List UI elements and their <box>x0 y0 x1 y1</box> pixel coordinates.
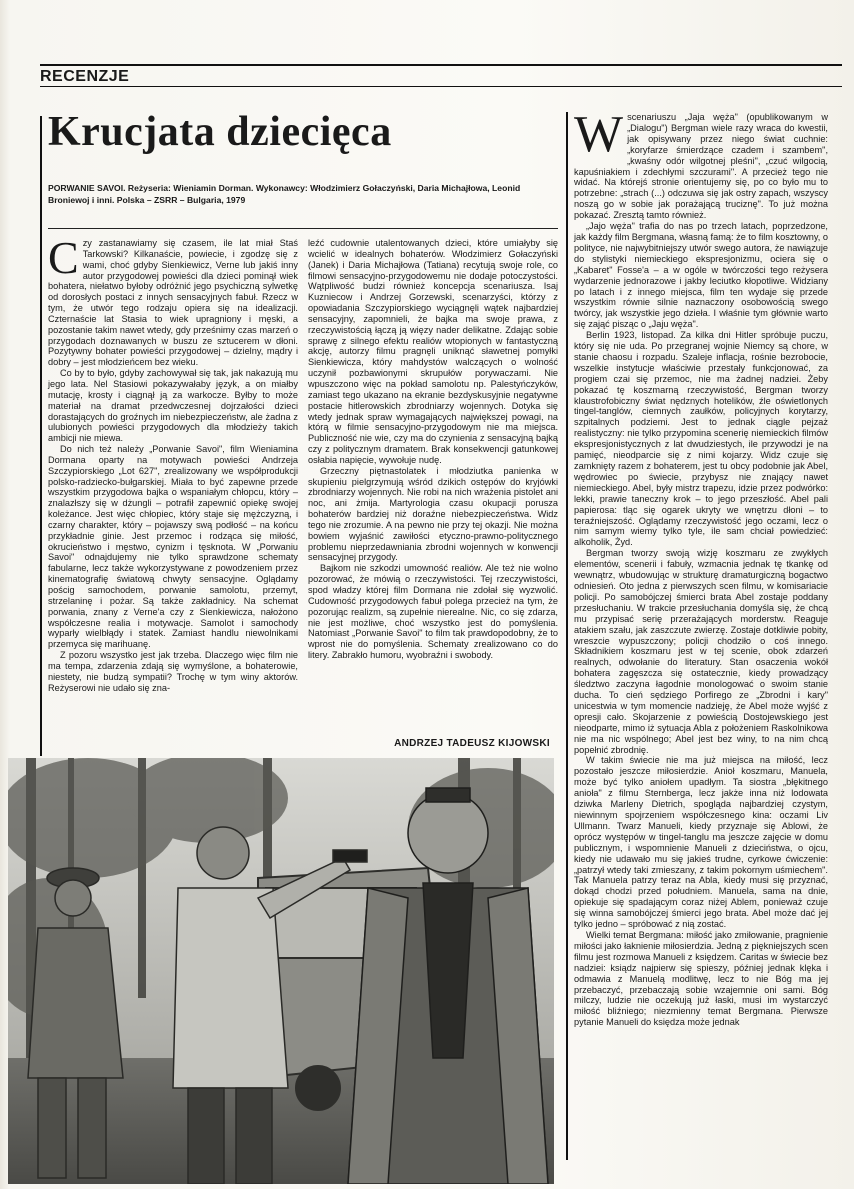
author-byline: ANDRZEJ TADEUSZ KIJOWSKI <box>394 738 550 749</box>
section-rule <box>40 86 842 87</box>
credits-rule <box>48 228 558 229</box>
section-label: RECENZJE <box>40 68 130 85</box>
review-column-3 <box>574 106 828 1028</box>
paragraph: Berlin 1923, listopad. Za kilka dni Hitler spróbuje puczu, który się nie uda. Po przegranej wojnie Niemcy są chore, w stanie chaosu i rozpadu. Szaleje inflacja, rośnie bezrobocie, wszelkie instytucje właściwie przestały funkcjonować, za progiem czai się przemoc, nie ma żadnej nadziei. Żeby pokazać tę koszmarną rzeczywistość, Bergman tworzy klaustrofobiczny świat nędznych hotelików, źle oświetlonych tingel-tanglów, ciemnych zaułków, policyjnych korytarzy, szpitalnych podziemi. Jest to jednak ciągle pejzaż realistyczny: nie tylko przypomina scenerię niemieckich filmów ekspresjonistycznych z lat dwudziestych, ile przywodzi je na pamięć, nieodparcie się z nimi kojarzy. Widz czuje się zamknięty razem z bohaterem, jest tu obcy podobnie jak Abel, wędrowiec po świecie, przybysz nie znający nawet niemieckiego. Abel, były mistrz trapezu, idzie przez podwórko: lekki, prawie taneczny krok – to jego przeszłość. Abel pali papierosa: tląc się ogarek ukryty we wnętrzu dłoni – to teraźniejszość. Oglądamy rzeczywistość jego oczami, lecz o nim samym wiemy tylko tyle, ile sam chciał powiedzieć: alkoholik, Żyd. <box>574 330 828 548</box>
top-rule <box>40 64 842 66</box>
review-column-1 <box>48 232 298 693</box>
paragraph: Do nich też należy „Porwanie Savoi", film Wieniamina Dormana oparty na motywach powieści Andrzeja Szczypiorskiego „Lot 627", zrealizowany we współprodukcji polsko-radziecko-bułgarskiej. Miała to być zapewne przede wszystkim przygodowa bajka o wspaniałym chłopcu, który – znalazłszy się w dżungli – potrafił zapewnić opiekę swojej koleżance. Jest więc chłopiec, który staje się mężczyzną, i czarny charakter, który – pojawszy swą podłość – na końcu przykładnie ginie. Jest przemoc i rodząca się miłość, okrucieństwo i męstwo, cynizm i tęsknota. W „Porwaniu Savoi" odnajdujemy nie tylko sprawdzone schematy fabularne, lecz także wykorzystywane z powodzeniem przez kinematografię światową chwyty sensacyjne. Oglądamy pościg samochodem, porwanie samolotu, przemyt, strzelaninę i pożar. Są także zakładnicy. Na schemat porwania, znany z Verne'a czy z Sienkiewicza, nałożono współczesne realia i motywacje. Samolot i samochody wyparły wielbłądy i statek. Zamiast handlu niewolnikami przemyca się marihuanę. <box>48 444 298 650</box>
paragraph: W takim świecie nie ma już miejsca na miłość, lecz pozostało jeszcze miłosierdzie. Anioł koszmaru, Manuela, może być tylko aniołem upadłym. Ta siostra „błękitnego anioła" z filmu Sternberga, lecz jakże inna niż lodowata dziwka Marleny Dietrich, spogląda najbardziej czystym, niewinnym spojrzeniem współczesnego kina: oczami Liv Ullmann. Twarz Manueli, kiedy przyznaje się Ablowi, że oprócz występów w tingel-tanglu ma jeszcze zajęcie w domu publicznym, i wspomnienie Manueli z dzieciństwa, o ojcu, kiedy nie udawało mu się jakieś trudne, cyrkowe ćwiczenie: „patrzył wtedy taki zmieszany, z takim pokornym uśmiechem". Tak Manuela patrzy teraz na Abla, kiedy musi się przyznać, dokąd chodzi przed południem. Manuela, sama na dnie, opiekuje się spadającym coraz niżej Ablem, ponieważ czuje się winna samobójczej śmierci jego brata. Abel może dać jej tylko jedno – spróbować z nią zostać. <box>574 755 828 930</box>
film-still-illustration <box>8 758 554 1184</box>
paragraph: Wielki temat Bergmana: miłość jako zmiłowanie, pragnienie miłości jako łaknienie miłosierdzia. Jedną z piękniejszych scen filmu jest rozmowa Manueli z księdzem. Caritas w świecie bez nadziei: ksiądz najpierw się spieszy, później jednak klęka i odmawia z Manuelą modlitwę, lecz to nie Bóg ma jej przebaczyć, przebaczają sobie wzajemnie oni sami. Bóg milczy, ludzie nie oczekują już łaski, musi im wystarczyć miłość bliźniego; niezmienny temat Bergmana. Pierwsze pytanie Manueli do księdza może jednak <box>574 929 828 1028</box>
drop-cap: W <box>574 106 624 163</box>
drop-cap: C <box>48 232 79 283</box>
paragraph: Z pozoru wszystko jest jak trzeba. Dlaczego więc film nie ma tempa, zdarzenia zdają się wymyślone, a bohaterowie, niestety, nie budzą sympatii? Trochę w tym winy aktorów. Reżyserowi nie udało się zna- <box>48 650 298 693</box>
right-column-rule <box>566 112 568 1160</box>
paragraph: Bergman tworzy swoją wizję koszmaru ze zwykłych elementów, scenerii i fabuły, wzmacnia jednak tę tkankę od wewnątrz, wbudowując w strukturę dramaturgiczną bogactwo odniesień. Oto jedna z pierwszych scen filmu, w komisariacie policji. Po samobójczej śmierci brata Abel zostaje poddany przesłuchaniu. W trakcie przesłuchania domyśla się, że chcą mu przypisać serię przerażających morderstw. Reaguje atakiem szału, jak zaszczute zwierzę. Zostaje dotkliwie pobity, wreszcie wypuszczony; policji chodziło o coś innego. Składnikiem koszmaru jest w tej scenie, obok zdarzeń realnych, odwołanie do literatury. Stan osaczenia wokół bohatera zagęszcza się ostatecznie, kiedy prowadzący śledztwo zaczyna łagodnie monologować o swoim stanie ducha. To cień sędziego Porfirego ze „Zbrodni i kary" unicestwia w tym momencie nadzieję, że Abel może wyjść z opresji cało. Skojarzenie z powieścią Dostojewskiego jest nieodparte, mimo iż sytuacja Abla z położeniem Raskolnikowa nie ma nic wspólnego; Abel jest bez winy, to na nim chcą popełnić zbrodnię. <box>574 548 828 755</box>
left-column-rule <box>40 116 42 756</box>
review-column-2 <box>308 238 558 661</box>
paragraph: leźć cudownie utalentowanych dzieci, które umiałyby się wcielić w idealnych bohaterów. Włodzimierz Gołaczyński (Janek) i Daria Michajłowa (Tatiana) recytują swoje role, co filmowi sensacyjno-przygodowemu nie dodaje potoczystości. Wątpliwość budzi również koncepcja scenariusza. Isaj Kuzniecow i Andrzej Gorzewski, scenarzyści, którzy z opowiadania Szczypiorskiego wyciągnęli wątek najbardziej sensacyjny, zapomnieli, że bajka ma swoje prawa, z rzeczywistością łączą ją więzy nader delikatne. Zdając sobie sprawę z silnego efektu realiów wtopionych w fantastyczną akcję, autorzy filmu pragnęli uniknąć sławetnej pomyłki Sienkiewicza, który mahdystów walczących o wolność uczynił pozbawionymi skrupułów porywaczami. Nie wpuszczono więc na pokład samolotu np. Palestyńczyków, zamiast tego ukazano na ekranie bezdyskusyjnie negatywne postacie hitlerowskich zbrodniarzy wojennych. Dotyka się wtedy jednak spraw wymagających największej powagi, na którą w filmie sensacyjno-przygodowym nie ma miejsca. Publiczność nie wie, czy ma do czynienia z sensacyjną bajką czy z politycznym dramatem. Brak konsekwencji gatunkowej osłabia napięcie, wywołuje nudę. <box>308 238 558 465</box>
paragraph: Grzeczny piętnastolatek i młodziutka panienka w skupieniu pielgrzymują wśród dzikich ostępów do kryjówki zbrodniarzy wojennych. Nie robi na nich wrażenia pistolet ani noc, ani żmija. Martyrologia czasu okupacji porusza bohaterów bardziej niż doraźne niebezpieczeństwa. Widz tego nie zrozumie. A na pewno nie przy tej okazji. Nie można bowiem wyjaśnić zawiłości etyczno-prawno-politycznego problemu nieprzedawniania zbrodni wojennych w konwencji sensacyjnej przygody. <box>308 465 558 563</box>
article-title: Krucjata dziecięca <box>48 109 392 155</box>
paragraph: Co by to było, gdyby zachowywał się tak, jak nakazują mu jego lata. Nel Stasiowi pokazywałaby język, a on miałby mutację, krosty i ciągnął ją za warkocze. Byłby to może materiał na dramat przedwczesnej dojrzałości dzieci dorastających do groźnych im niebezpieczeństw, ale żadna z ulubionych powieści przygodowych dla młodzieży takich ambicji nie miewa. <box>48 368 298 444</box>
paragraph: Bajkom nie szkodzi umowność realiów. Ale też nie wolno pozorować, że mówią o rzeczywistości. Tej rzeczywistości, spod władzy której film Dormana nie zdołał się wyzwolić. Cudowność przygodowych fabuł polega przecież na tym, że pozorując realizm, są zupełnie nierealne. Nic, co się zdarza, nie jest możliwe, choć wszystko jest do pomyślenia. Natomiast „Porwanie Savoi" to film tak prawdopodobny, że to wprost nie do pomyślenia. Schematy zrealizowano co do litery. Zabrakło humoru, wyobraźni i swobody. <box>308 563 558 661</box>
paragraph: Czy zastanawiamy się czasem, ile lat miał Staś Tarkowski? Kilkanaście, powiecie, i zgodzę się z wami, choć gdyby Sienkiewicz, Verne lub jakiś inny autor przygodowej powieści dla dzieci pominął wiek bohatera, niełatwo byłoby odróżnić jego psychiczną sylwetkę od dorosłych postaci z innych sensacyjnych fabuł. Rzecz w tym, że utwór tego rodzaju opiera się na idealizacji. Czternaście lat Stasia to wiek upragniony i męski, a pozostanie takim nawet wtedy, gdy prześnimy czas marzeń o przygodach doznawanych w buszu ze sztucerem w dłoni. Pozytywny bohater powieści przygodowej – dzielny, mądry i dobry – jest młodzieńcem bez wieku. <box>48 232 298 368</box>
paragraph: Wscenariuszu „Jaja węża" (opublikowanym w „Dialogu") Bergman wiele razy wraca do kwestii, jak opisywany przez niego świat cuchnie: „koryfarze śmierdzące czadem i szambem", „kwaśny odór wilgotnej pleśni", „czuć wilgocią, kapuśniakiem i zdechłymi szczurami". A przecież tego nie widać. Na którejś stronie orientujemy się, po co było mu to potrzebne: „strach (...) odczuwa się jak ostry zapach, wszyscy noszą go w sobie jak porażającą truciznę". To już można pokazać. Zresztą tamto również. <box>574 106 828 221</box>
film-credits: PORWANIE SAVOI. Reżyseria: Wieniamin Dorman. Wykonawcy: Włodzimierz Gołaczyński, Daria Michajłowa, Leonid Broniewoj i inni. Polska – ZSRR – Bulgaria, 1979 <box>48 183 521 205</box>
film-still-photo <box>8 758 554 1184</box>
paragraph: „Jajo węża" trafia do nas po trzech latach, poprzedzone, jak każdy film Bergmana, własną famą: że to film kosztowny, o polityce, nie najwybitniejszy utwór swego autora, że nawiązuje do stylistyki niemieckiego ekspresjonizmu, ociera się o „Kabaret" Fosse'a – a w ogóle w twórczości tego reżysera wydarzenie jednorazowe i jakby leciutko kłopotliwe. Widziany po latach i z innego miejsca, film ten wydaje się przede wszystkim równie silnie naznaczony osobowością swego twórcy, jak wszystkie jego dzieła. I właśnie tym głównie warto się zająć pisząc o „Jaju węża". <box>574 221 828 330</box>
